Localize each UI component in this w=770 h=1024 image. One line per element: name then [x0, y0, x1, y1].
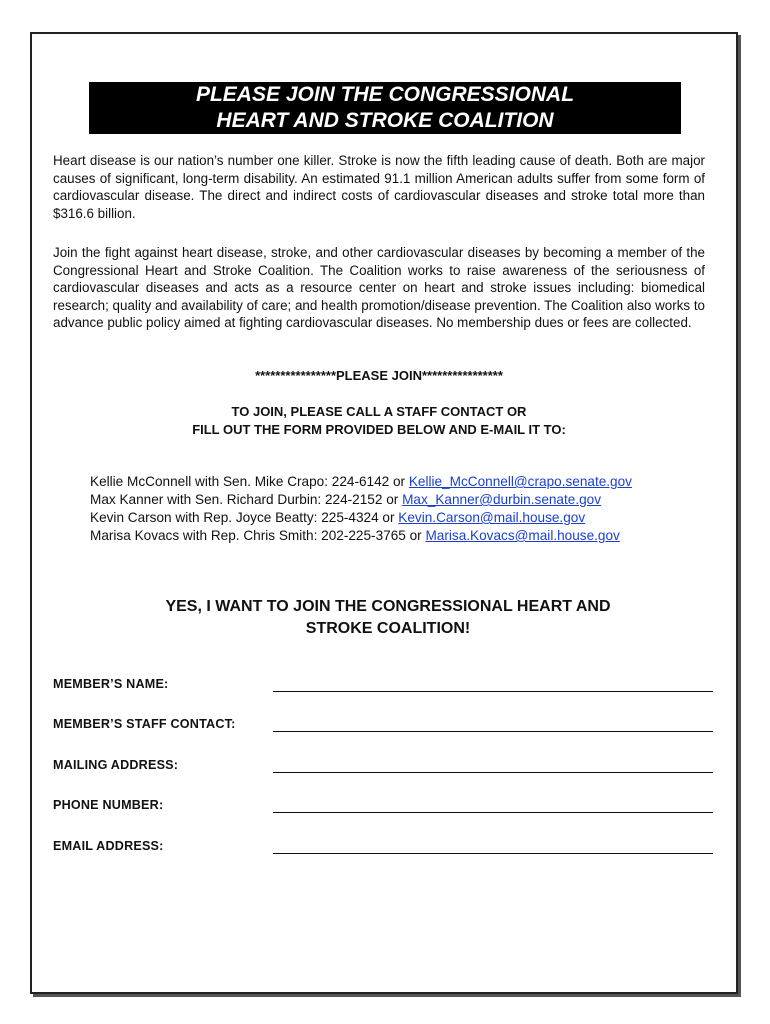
contact-item	[90, 509, 710, 527]
contact-email-link[interactable]: Max_Kanner@durbin.senate.gov	[402, 492, 602, 507]
contact-item	[90, 473, 710, 491]
contact-email-link[interactable]: Kellie_McConnell@crapo.senate.gov	[408, 474, 632, 489]
please-join-banner: ****************PLEASE JOIN****************	[255, 368, 503, 383]
phone-number-label: PHONE NUMBER:	[53, 798, 164, 812]
form-row-member-name	[53, 677, 713, 699]
form-heading	[53, 596, 723, 640]
form-row-email-address	[53, 839, 713, 861]
contact-text: Marisa Kovacs with Rep. Chris Smith: 202-225-3765 or	[90, 528, 426, 543]
staff-contact-field[interactable]	[273, 731, 713, 732]
contact-text: Max Kanner with Sen. Richard Durbin: 224-2152 or	[90, 492, 403, 507]
email-address-label: EMAIL ADDRESS:	[53, 839, 164, 853]
mailing-address-label: MAILING ADDRESS:	[53, 758, 179, 772]
member-name-field[interactable]	[273, 691, 713, 692]
page-title	[89, 82, 681, 134]
join-instructions-line-1: TO JOIN, PLEASE CALL A STAFF CONTACT OR	[231, 404, 527, 419]
contact-item	[90, 527, 710, 545]
contact-text: Kevin Carson with Rep. Joyce Beatty: 225-4324 or	[90, 510, 399, 525]
form-row-staff-contact	[53, 717, 713, 739]
join-instructions	[53, 403, 705, 439]
title-line-1: PLEASE JOIN THE CONGRESSIONAL	[195, 83, 575, 106]
form-heading-line-1: YES, I WANT TO JOIN THE CONGRESSIONAL HEART AND	[165, 598, 611, 615]
staff-contact-label: MEMBER’S STAFF CONTACT:	[53, 717, 236, 731]
join-instructions-line-2: FILL OUT THE FORM PROVIDED BELOW AND E-MAIL IT TO:	[192, 422, 566, 437]
contact-list	[90, 473, 710, 545]
contact-email-link[interactable]: Kevin.Carson@mail.house.gov	[398, 510, 586, 525]
mailing-address-field[interactable]	[273, 772, 713, 773]
form-row-phone-number	[53, 798, 713, 820]
form-row-mailing-address	[53, 758, 713, 780]
intro-paragraph: Heart disease is our nation’s number one killer. Stroke is now the fifth leading cause of death. Both are major causes of significant, long-term disability. An estimated 91.1 million American adults suffer from some form of cardiovascular disease. The direct and indirect costs of cardiovascular diseases and stroke total more than $316.6 billion.	[53, 153, 705, 221]
phone-number-field[interactable]	[273, 812, 713, 813]
form-heading-line-2: STROKE COALITION!	[305, 620, 471, 637]
member-name-label: MEMBER’S NAME:	[53, 677, 169, 691]
contact-text: Kellie McConnell with Sen. Mike Crapo: 224-6142 or	[90, 474, 409, 489]
contact-item	[90, 491, 710, 509]
coalition-paragraph: Join the fight against heart disease, stroke, and other cardiovascular diseases by becoming a member of the Congressional Heart and Stroke Coalition. The Coalition works to raise awareness of the seriousness of cardiovascular diseases and acts as a resource center on heart and stroke issues including: biomedical research; quality and availability of care; and health promotion/disease prevention. The Coalition also works to advance public policy aimed at fighting cardiovascular diseases. No membership dues or fees are collected.	[53, 245, 705, 330]
title-line-2: HEART AND STROKE COALITION	[216, 109, 554, 132]
email-address-field[interactable]	[273, 853, 713, 854]
contact-email-link[interactable]: Marisa.Kovacs@mail.house.gov	[425, 528, 620, 543]
